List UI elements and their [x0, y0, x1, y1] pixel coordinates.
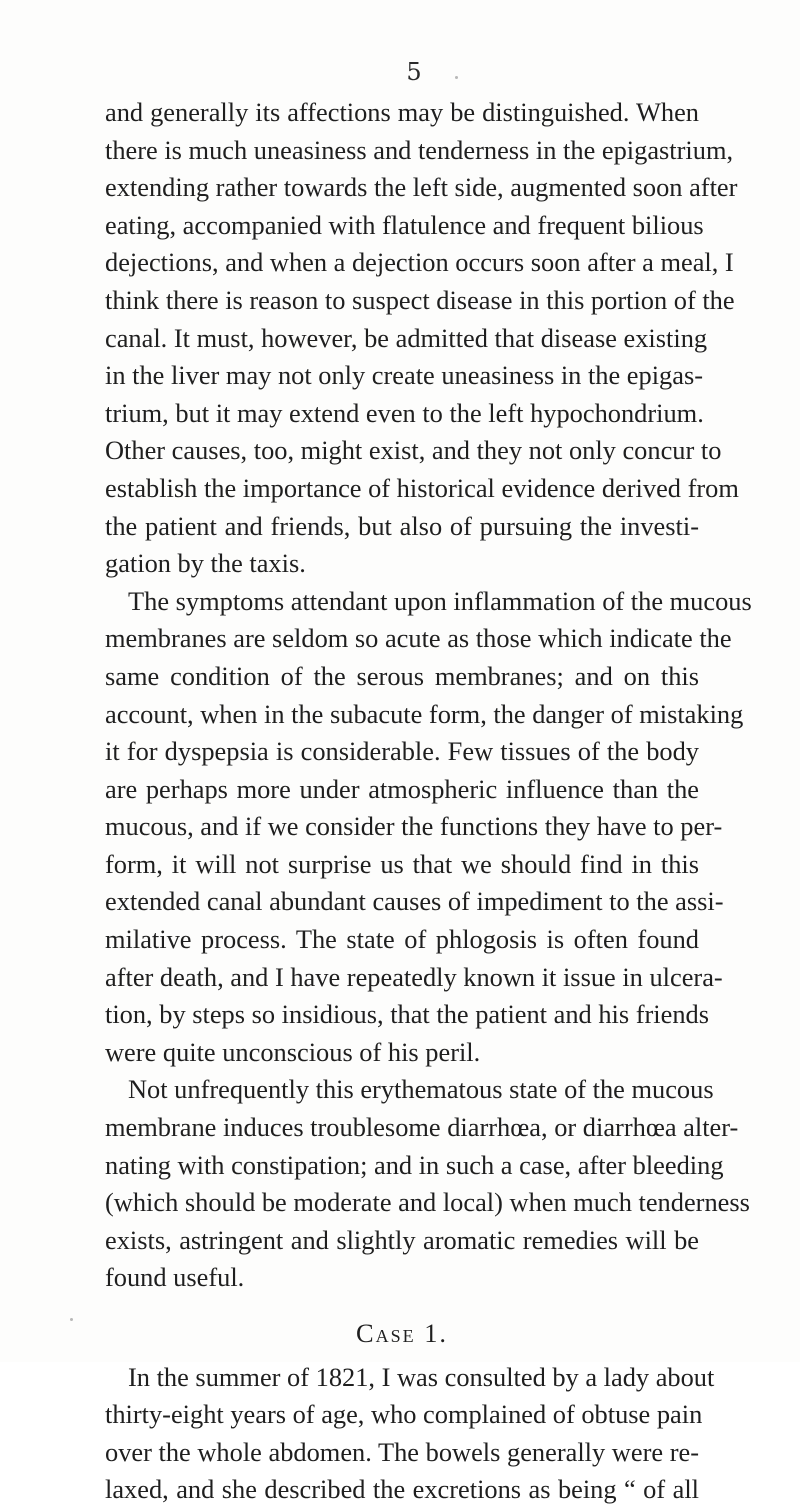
- text-line: account, when in the subacute form, the danger of mistaking: [105, 698, 744, 729]
- text-line: were quite unconscious of his peril.: [105, 1036, 481, 1067]
- text-line: form, it will not surprise us that we should find in this: [105, 848, 699, 879]
- text-line: same condition of the serous membranes; and on this: [105, 660, 699, 691]
- text-line: trium, but it may extend even to the left hypochondrium.: [105, 397, 704, 428]
- text-line: extending rather towards the left side, augmented soon after: [105, 172, 738, 203]
- paragraph-3: [105, 1071, 750, 1297]
- text-line: eating, accompanied with flatulence and frequent bilious: [105, 209, 704, 240]
- text-line: Other causes, too, might exist, and they not only concur to: [105, 435, 722, 466]
- text-line: extended canal abundant causes of impediment to the assi-: [105, 886, 724, 917]
- text-line: thirty-eight years of age, who complained of obtuse pain: [105, 1399, 703, 1430]
- paragraph-2: [105, 583, 752, 1072]
- text-line: tion, by steps so insidious, that the patient and his friends: [105, 999, 709, 1030]
- text-line: in the liver may not only create uneasiness in the epigas-: [105, 360, 704, 391]
- text-line: found useful.: [105, 1262, 245, 1293]
- text-line: and generally its affections may be distinguished. When: [105, 97, 699, 127]
- body-text: [105, 94, 752, 1509]
- text-line: it for dyspepsia is considerable. Few tissues of the body: [105, 736, 699, 767]
- text-line: dejections, and when a dejection occurs soon after a meal, I: [105, 247, 734, 278]
- ink-speck: [70, 1318, 73, 1321]
- text-line: there is much uneasiness and tenderness in the epigastrium,: [105, 134, 734, 165]
- text-line: are perhaps more under atmospheric influence than the: [105, 773, 699, 804]
- text-line: nating with constipation; and in such a case, after bleeding: [105, 1149, 724, 1180]
- text-line: laxed, and she described the excretions as being “ of all: [105, 1474, 699, 1505]
- text-line: membrane induces troublesome diarrhœa, or diarrhœa alter-: [105, 1112, 739, 1143]
- page-number: 5: [406, 58, 422, 86]
- text-line: think there is reason to suspect disease in this portion of the: [105, 284, 735, 315]
- text-line: milative process. The state of phlogosis is often found: [105, 924, 699, 955]
- text-line: membranes are seldom so acute as those which indicate the: [105, 623, 732, 654]
- text-line: after death, and I have repeatedly known it issue in ulcera-: [105, 961, 723, 992]
- case-heading: Case 1.: [356, 1318, 448, 1348]
- text-line: establish the importance of historical evidence derived from: [105, 472, 739, 503]
- text-line: canal. It must, however, be admitted that disease existing: [105, 322, 708, 353]
- text-line: Not unfrequently this erythematous state of the mucous: [128, 1074, 714, 1105]
- paragraph-4: [105, 1359, 715, 1509]
- text-line: the patient and friends, but also of pursuing the investi-: [105, 510, 699, 541]
- text-line: (which should be moderate and local) when much tenderness: [105, 1187, 750, 1218]
- text-line: gation by the taxis.: [105, 548, 306, 579]
- text-line: exists, astringent and slightly aromatic remedies will be: [105, 1224, 699, 1255]
- text-line: The symptoms attendant upon inflammation of the mucous: [128, 585, 752, 616]
- text-line: over the whole abdomen. The bowels generally were re-: [105, 1436, 699, 1467]
- paragraph-1: [105, 94, 739, 583]
- ink-speck: [455, 76, 458, 79]
- text-line: In the summer of 1821, I was consulted by a lady about: [128, 1361, 715, 1392]
- text-line: mucous, and if we consider the functions they have to per-: [105, 811, 723, 842]
